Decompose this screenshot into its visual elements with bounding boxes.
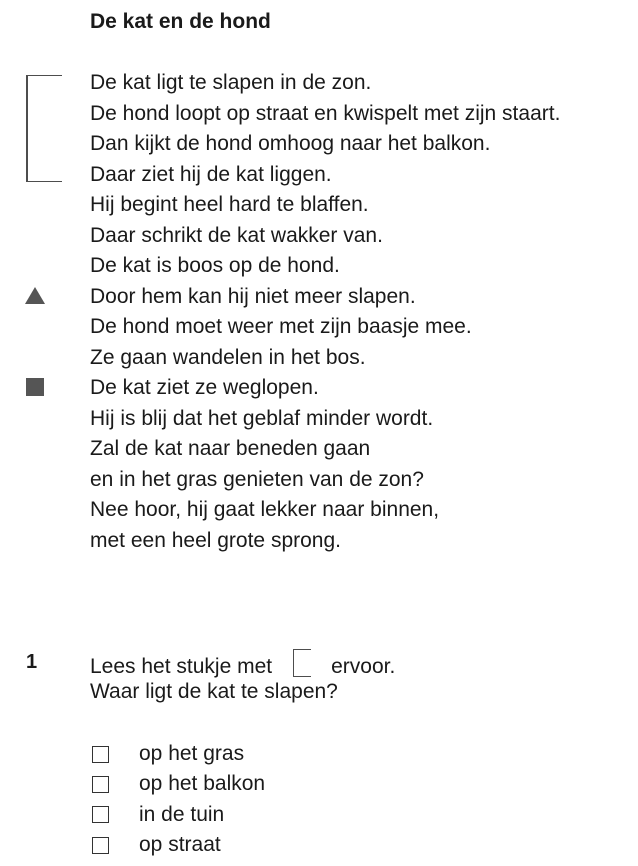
question-text: Waar ligt de kat te slapen? [90,680,338,703]
answer-option-label: op het gras [139,742,245,766]
story-line: De kat ligt te slapen in de zon. [90,71,372,94]
story-line: Zal de kat naar beneden gaan [90,437,371,460]
story-line: met een heel grote sprong. [90,528,341,552]
story-text [90,68,560,556]
checkbox[interactable] [92,776,109,793]
story-line: Hij begint heel hard te blaffen. [90,193,369,216]
story-title: De kat en de hond [90,10,271,33]
story-line: Dan kijkt de hond omhoog naar het balkon. [90,132,491,155]
bracket-marker-icon [293,649,311,677]
question-number: 1 [26,651,38,673]
checkbox[interactable] [92,837,109,854]
answer-option-label: in de tuin [139,802,225,826]
question-instruction-start: Lees het stukje met [90,655,273,678]
answer-option[interactable] [92,830,265,860]
answer-options [92,739,265,860]
checkbox[interactable] [92,806,109,823]
story-line: Nee hoor, hij gaat lekker naar binnen, [90,498,440,521]
question-instruction-end: ervoor. [331,655,396,678]
checkbox[interactable] [92,746,109,763]
story-line: De hond moet weer met zijn baasje mee. [90,315,472,338]
story-line: De kat is boos op de hond. [90,254,340,277]
story-line: Daar ziet hij de kat liggen. [90,162,332,186]
square-marker [26,378,44,396]
answer-option[interactable] [92,769,265,799]
answer-option-label: op het balkon [139,772,266,796]
question-instruction [90,649,395,680]
bracket-marker [26,75,62,182]
story-line: Hij is blij dat het geblaf minder wordt. [90,406,434,430]
answer-option[interactable] [92,739,265,769]
story-line: en in het gras genieten van de zon? [90,467,424,491]
story-line: De kat ziet ze weglopen. [90,376,319,399]
story-line: Ze gaan wandelen in het bos. [90,345,366,369]
triangle-marker [25,287,45,304]
story-line: De hond loopt op straat en kwispelt met zijn staart. [90,101,561,125]
answer-option-label: op straat [139,833,221,857]
answer-option[interactable] [92,800,265,830]
story-line: Door hem kan hij niet meer slapen. [90,284,416,308]
story-line: Daar schrikt de kat wakker van. [90,223,383,247]
